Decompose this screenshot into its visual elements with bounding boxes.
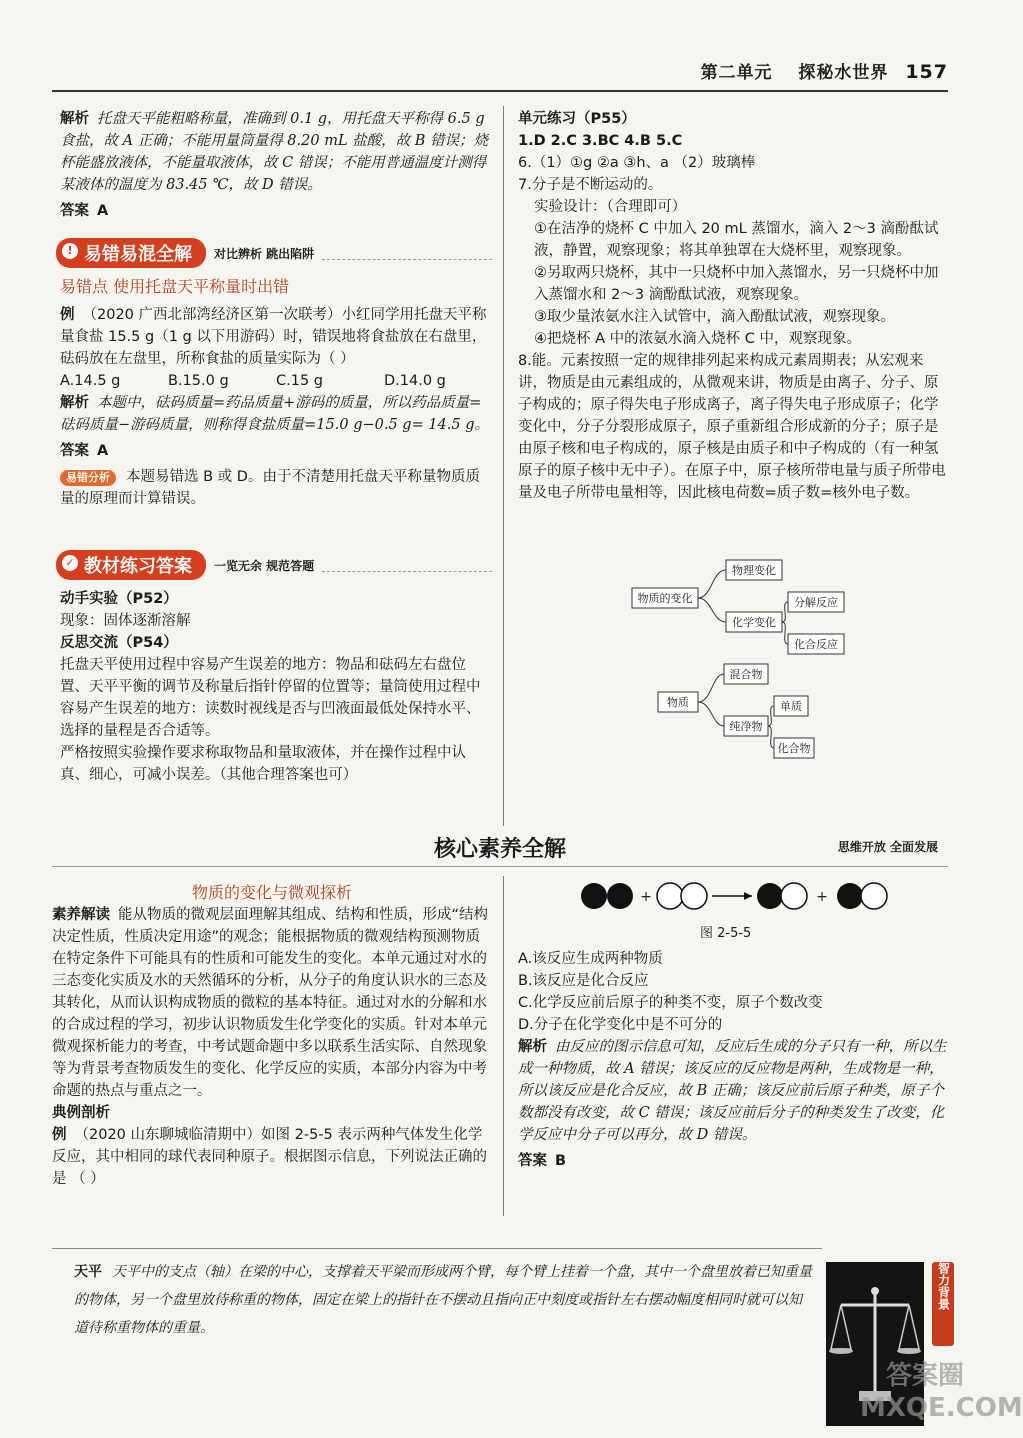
option-d: D.14.0 g: [384, 373, 446, 389]
error-banner-subtitle: 对比辨析 跳出陷阱: [214, 246, 315, 261]
example-label: 例: [60, 307, 75, 323]
bottom-note: [74, 1258, 814, 1342]
page-header: [701, 58, 948, 83]
core-answer-label: 答案: [518, 1153, 547, 1169]
chapter-label: 探秘水世界: [798, 63, 889, 83]
banner-rule: [322, 559, 492, 572]
atom-light: [861, 883, 887, 909]
textbook-line-heading-1: 动手实验（P52）: [60, 591, 178, 607]
book-icon: ✓: [62, 555, 78, 571]
bottom-text: 天平中的支点（轴）在梁的中心，支撑着天平梁而形成两个臂，每个臂上挂着一个盘，其中一个盘里放着已知重量的物体，另一个盘里放待称重的物体，固定在梁上的指针在不摆动且指向正中刻度或指针左右摆动幅度相同时就可以知道待称重物体的重量。: [74, 1264, 812, 1336]
textbook-banner-subtitle: 一览无余 规范答题: [214, 558, 315, 573]
matter-concept-map: [656, 660, 846, 764]
atom-light: [681, 883, 707, 909]
node-combination-label: 化合反应: [794, 638, 838, 651]
example-text: （2020 广西北部湾经济区第一次联考）小红同学用托盘天平称量食盐 15.5 g（1 g 以下用游码）时，错误地将食盐放在右盘里，砝码放在左盘里，所称食盐的质量实际为（ ）: [60, 307, 487, 367]
node-matter-root-label: 物质: [667, 696, 689, 709]
option-c: C.15 g: [276, 373, 323, 389]
error-banner-pill: [56, 238, 206, 268]
core-answer-value: B: [555, 1153, 567, 1169]
core-title: 核心素养全解: [433, 837, 566, 862]
page-number: 157: [905, 61, 948, 83]
answer-label: 答案: [60, 203, 89, 219]
connector: [698, 598, 726, 622]
node-mixture-label: 混合物: [729, 668, 763, 681]
atom-dark: [837, 883, 863, 909]
options-row: [60, 370, 492, 392]
error-answer-value: A: [97, 443, 109, 459]
core-option-c: C.化学反应前后原子的种类不变，原子个数改变: [518, 995, 823, 1011]
answer-value: A: [97, 203, 109, 219]
textbook-banner-title: 教材练习答案: [84, 556, 192, 577]
core-right-body: [518, 948, 950, 1172]
error-point: 易错点 使用托盘天平称量时出错: [60, 277, 290, 296]
q7-step-4: ④把烧杯 A 中的浓氨水滴入烧杯 C 中，观察现象。: [534, 331, 861, 347]
literacy-text: 能从物质的微观层面理解其组成、结构和性质，形成“结构决定性质，性质决定用途”的观念；能根据物质的微观结构预测物质在特定条件下可能具有的性质和可能发生的变化。本单元通过对水的三态变化实质及水的天然循环的分析，从分子的角度认识水的三态及其转化，从而认识构成物质的微粒的基本特征。通过对水的分解和水的合成过程的学习，初步认识物质发生化学变化的实质。针对本单元微观探析能力的考查，中考试题命题中多以联系生活实际、自然现象等为背景考查物质发生的变化、化学反应的实质，本部分内容为中考命题的热点与重点之一。: [52, 907, 489, 1099]
literacy-label: 素养解读: [52, 907, 110, 923]
connector: [698, 702, 724, 726]
error-banner-title: 易错易混全解: [84, 244, 192, 265]
analysis-text: 托盘天平能粗略称量，准确到 0.1 g，用托盘天平称得 6.5 g 食盐，故 A 正确；不能用量筒量得 8.20 mL 盐酸，故 B 错误；烧杯能盛放液体，不能量取液体，故 C 错误；不能用普通温度计测得某液体的温度为 83.45 ℃，故 D 错误。: [60, 111, 489, 193]
plus-sign: +: [640, 889, 652, 905]
connector: [782, 602, 788, 622]
core-subtitle: 思维开放 全面发展: [837, 840, 938, 854]
textbook-line-heading-3: 反思交流（P54）: [60, 635, 178, 651]
core-analysis-label: 解析: [518, 1039, 547, 1055]
textbook-line-5: 严格按照实验操作要求称取物品和量取液体，并在操作过程中认真、细心，可减小误差。（其他合理答案也可）: [60, 745, 466, 783]
node-pure-label: 纯净物: [729, 720, 763, 733]
atom-dark: [581, 883, 607, 909]
node-chemical-label: 化学变化: [732, 616, 776, 629]
atom-light: [657, 883, 683, 909]
textbook-banner-pill: [56, 550, 206, 580]
core-option-a: A.该反应生成两种物质: [518, 951, 663, 967]
left-top-analysis: [60, 108, 492, 222]
error-answer-label: 答案: [60, 443, 89, 459]
error-analysis-text: 本题中，砝码质量=药品质量+游码的质量，所以药品质量=砝码质量−游码质量，则称得食盐质量=15.0 g−0.5 g= 14.5 g。: [60, 395, 490, 433]
analysis-label: 解析: [60, 111, 89, 127]
error-analysis-label: 解析: [60, 395, 89, 411]
q7-design: 实验设计：（合理即可）: [534, 199, 687, 215]
side-tag: [932, 1262, 954, 1346]
unit-practice-title: 单元练习（P55）: [518, 111, 636, 127]
arrow-head: [744, 892, 752, 900]
answers-row: 1.D 2.C 3.BC 4.B 5.C: [518, 133, 683, 149]
watermark: 答案圈 MXQE.COM: [860, 1361, 1023, 1423]
bottom-term: 天平: [74, 1264, 102, 1280]
connector: [768, 706, 774, 726]
q6-answer: 6.（1）①g ②a ③h、a （2）玻璃棒: [518, 155, 756, 171]
error-banner: [56, 240, 492, 266]
side-tag-text: 智力背景: [936, 1262, 951, 1310]
plus-sign: +: [816, 889, 828, 905]
error-section-body: [60, 276, 492, 510]
connector: [698, 570, 726, 598]
atom-light: [781, 883, 807, 909]
q7-title: 7.分子是不断运动的。: [518, 177, 663, 193]
core-topic: 物质的变化与微观探析: [191, 883, 352, 902]
atom-dark: [607, 883, 633, 909]
tip-tag: 易错分析: [60, 470, 116, 486]
q8-answer: 8.能。元素按照一定的规律排列起来构成元素周期表；从宏观来讲，物质是由元素组成的，从微观来讲，物质是由离子、分子、原子构成的；原子得失电子形成离子，离子得失电子形成原子；化学变化中，分子分裂形成原子，原子重新组合形成新的分子；原子是由原子核和电子构成的，原子核是由质子和中子构成的（有一种氢原子的原子核中无中子）。在原子中，原子核所带电量与质子所带电量及电子所带电量相等，因此核电荷数=质子数=核外电子数。: [518, 353, 946, 501]
node-element-label: 单质: [780, 700, 802, 713]
q7-step-2: ②另取两只烧杯，其中一只烧杯中加入蒸馏水，另一只烧杯中加入蒸馏水和 2～3 滴酚酞试液，观察现象。: [534, 265, 939, 303]
option-b: B.15.0 g: [168, 373, 229, 389]
unit-label: 第二单元: [700, 63, 773, 83]
connector: [768, 726, 774, 748]
node-physical-label: 物理变化: [732, 564, 776, 577]
q7-step-1: ①在洁净的烧杯 C 中加入 20 mL 蒸馏水，滴入 2～3 滴酚酞试液，静置，观察现象；将其单独罩在大烧杯里，观察现象。: [534, 221, 939, 259]
option-a: A.14.5 g: [60, 373, 121, 389]
node-change-root-label: 物质的变化: [637, 592, 693, 605]
connector: [782, 622, 788, 644]
alert-icon: !: [62, 243, 78, 259]
node-decomposition-label: 分解反应: [794, 596, 838, 609]
change-concept-map: [630, 556, 850, 660]
tip-text: 本题易错选 B 或 D。由于不清楚用托盘天平称量物质质量的原理而计算错误。: [60, 469, 480, 507]
textbook-body: [60, 588, 492, 786]
case-label: 典例剖析: [52, 1105, 110, 1121]
textbook-line-4: 托盘天平使用过程中容易产生误差的地方：物品和砝码左右盘位置、天平平衡的调节及称量后指针停留的位置等；量筒使用过程中容易产生误差的地方：读数时视线是否与凹液面最低处保持水平、选择的量程是否合适等。: [60, 657, 481, 739]
core-option-b: B.该反应是化合反应: [518, 973, 649, 989]
core-example-text: （2020 山东聊城临清期中）如图 2-5-5 表示两种气体发生化学反应，其中相同的球代表同种原子。根据图示信息，下列说法正确的是 （ ）: [52, 1127, 487, 1187]
node-compound-label: 化合物: [777, 742, 811, 755]
q7-step-3: ③取少量浓氨水注入试管中，滴入酚酞试液，观察现象。: [534, 309, 895, 325]
core-analysis-text: 由反应的图示信息可知，反应后生成的分子只有一种，所以生成一种物质，故 A 错误；该反应的反应物是两种，生成物是一种，所以该反应是化合反应，故 B 正确；该反应前后原子种类，原子个数都没有改变，故 C 错误；该反应前后分子的种类发生了改变，化学反应中分子可以再分，故 D 错误。: [518, 1039, 947, 1143]
right-top-answers: [518, 108, 950, 504]
reaction-figure: [580, 876, 900, 916]
figure-caption: 图 2-5-5: [700, 926, 752, 941]
column-divider-bottom: [503, 876, 504, 1216]
core-left-body: [52, 904, 492, 1190]
core-rule: [52, 866, 948, 867]
core-example-label: 例: [52, 1127, 67, 1143]
core-option-d: D.分子在化学变化中是不可分的: [518, 1017, 723, 1033]
column-divider-top: [503, 106, 504, 826]
textbook-line-2: 现象：固体逐渐溶解: [60, 613, 191, 629]
header-rule: [52, 90, 948, 92]
textbook-banner: [56, 552, 492, 578]
connector: [698, 674, 724, 702]
atom-dark: [757, 883, 783, 909]
banner-rule: [322, 247, 492, 260]
